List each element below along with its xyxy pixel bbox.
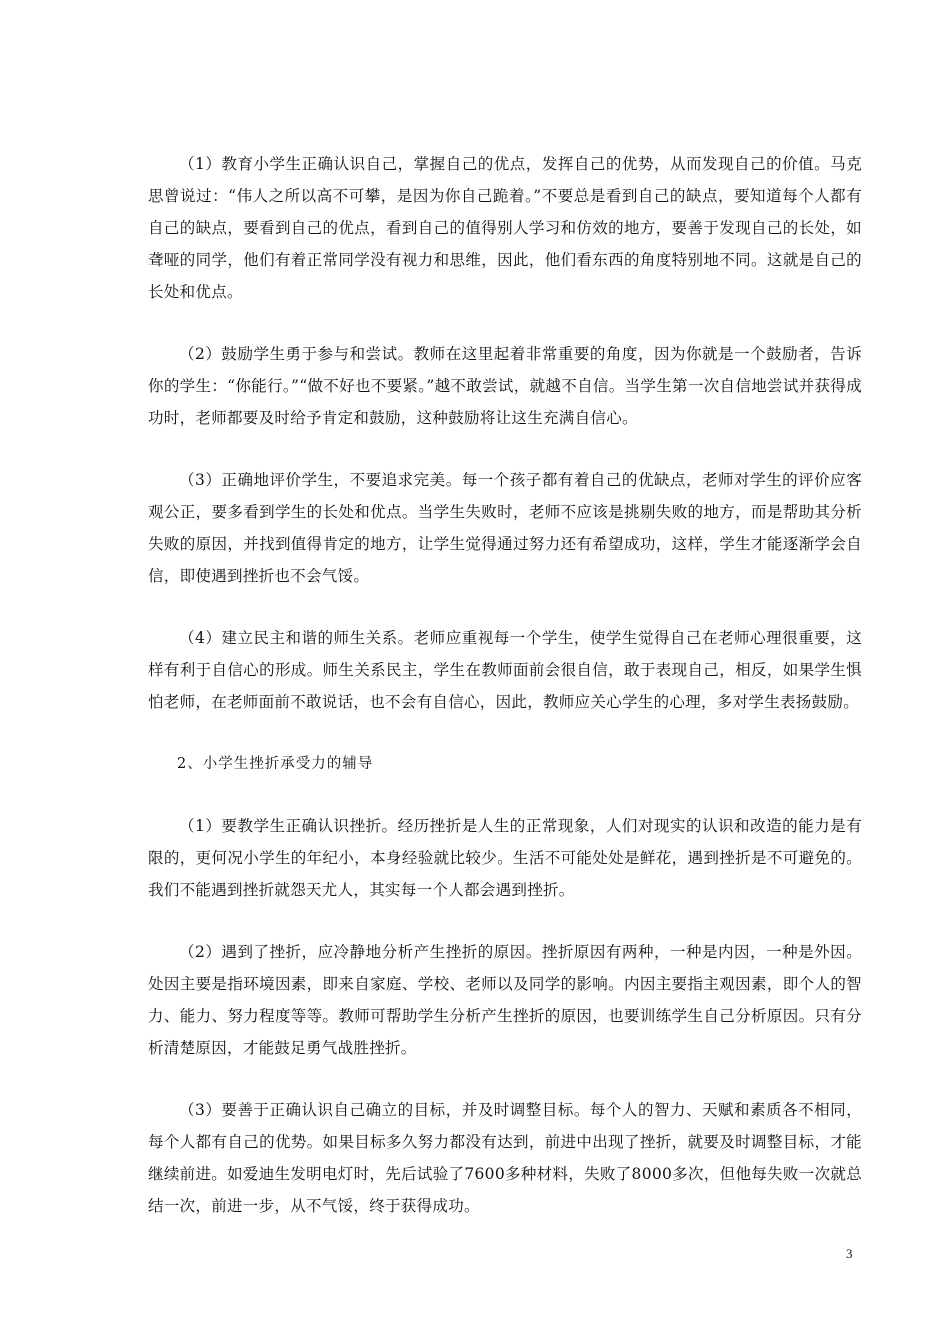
paragraph-frustration-1: （1）要教学生正确认识挫折。经历挫折是人生的正常现象，人们对现实的认识和改造的能力是有限的，更何况小学生的年纪小，本身经验就比较少。生活不可能处处是鲜花，遇到挫折是不可避免的。我们不能遇到挫折就怨天尤人，其实每一个人都会遇到挫折。 (148, 817, 862, 899)
paragraph-confidence-2: （2）鼓励学生勇于参与和尝试。教师在这里起着非常重要的角度，因为你就是一个鼓励者，告诉你的学生：“你能行。”“做不好也不要紧。”越不敢尝试，就越不自信。当学生第一次自信地尝试并获得成功时，老师都要及时给予肯定和鼓励，这种鼓励将让这生充满自信心。 (148, 345, 862, 427)
section-heading: 2、小学生挫折承受力的辅导 (177, 756, 374, 772)
paragraph-confidence-1: （1）教育小学生正确认识自己，掌握自己的优点，发挥自己的优势，从而发现自己的价值。马克思曾说过：“伟人之所以高不可攀，是因为你自己跪着。”不要总是看到自己的缺点，要知道每个人都有自己的缺点，要看到自己的优点，看到自己的值得别人学习和仿效的地方，要善于发现自己的长处，如聋哑的同学，他们有着正常同学没有视力和思维，因此，他们看东西的角度特别地不同。这就是自己的长处和优点。 (148, 155, 862, 301)
paragraph-confidence-3: （3）正确地评价学生，不要追求完美。每一个孩子都有着自己的优缺点，老师对学生的评价应客观公正，要多看到学生的长处和优点。当学生失败时，老师不应该是挑剔失败的地方，而是帮助其分析失败的原因，并找到值得肯定的地方，让学生觉得通过努力还有希望成功，这样，学生才能逐渐学会自信，即使遇到挫折也不会气馁。 (148, 471, 862, 585)
paragraph-confidence-4: （4）建立民主和谐的师生关系。老师应重视每一个学生，使学生觉得自己在老师心理很重要，这样有利于自信心的形成。师生关系民主，学生在教师面前会很自信，敢于表现自己，相反，如果学生惧怕老师，在老师面前不敢说话，也不会有自信心，因此，教师应关心学生的心理，多对学生表扬鼓励。 (148, 629, 862, 711)
document-body (148, 148, 862, 1252)
page-number: 3 (846, 1246, 853, 1261)
paragraph-frustration-2: （2）遇到了挫折，应冷静地分析产生挫折的原因。挫折原因有两种，一种是内因，一种是外因。处因主要是指环境因素，即来自家庭、学校、老师以及同学的影响。内因主要指主观因素，即个人的智力、能力、努力程度等等。教师可帮助学生分析产生挫折的原因，也要训练学生自己分析原因。只有分析清楚原因，才能鼓足勇气战胜挫折。 (148, 943, 862, 1057)
paragraph-frustration-3: （3）要善于正确认识自己确立的目标，并及时调整目标。每个人的智力、天赋和素质各不相同，每个人都有自己的优势。如果目标多久努力都没有达到，前进中出现了挫折，就要及时调整目标，才能继续前进。如爱迪生发明电灯时，先后试验了7600多种材料，失败了8000多次，但他每失败一次就总结一次，前进一步，从不气馁，终于获得成功。 (148, 1101, 862, 1215)
